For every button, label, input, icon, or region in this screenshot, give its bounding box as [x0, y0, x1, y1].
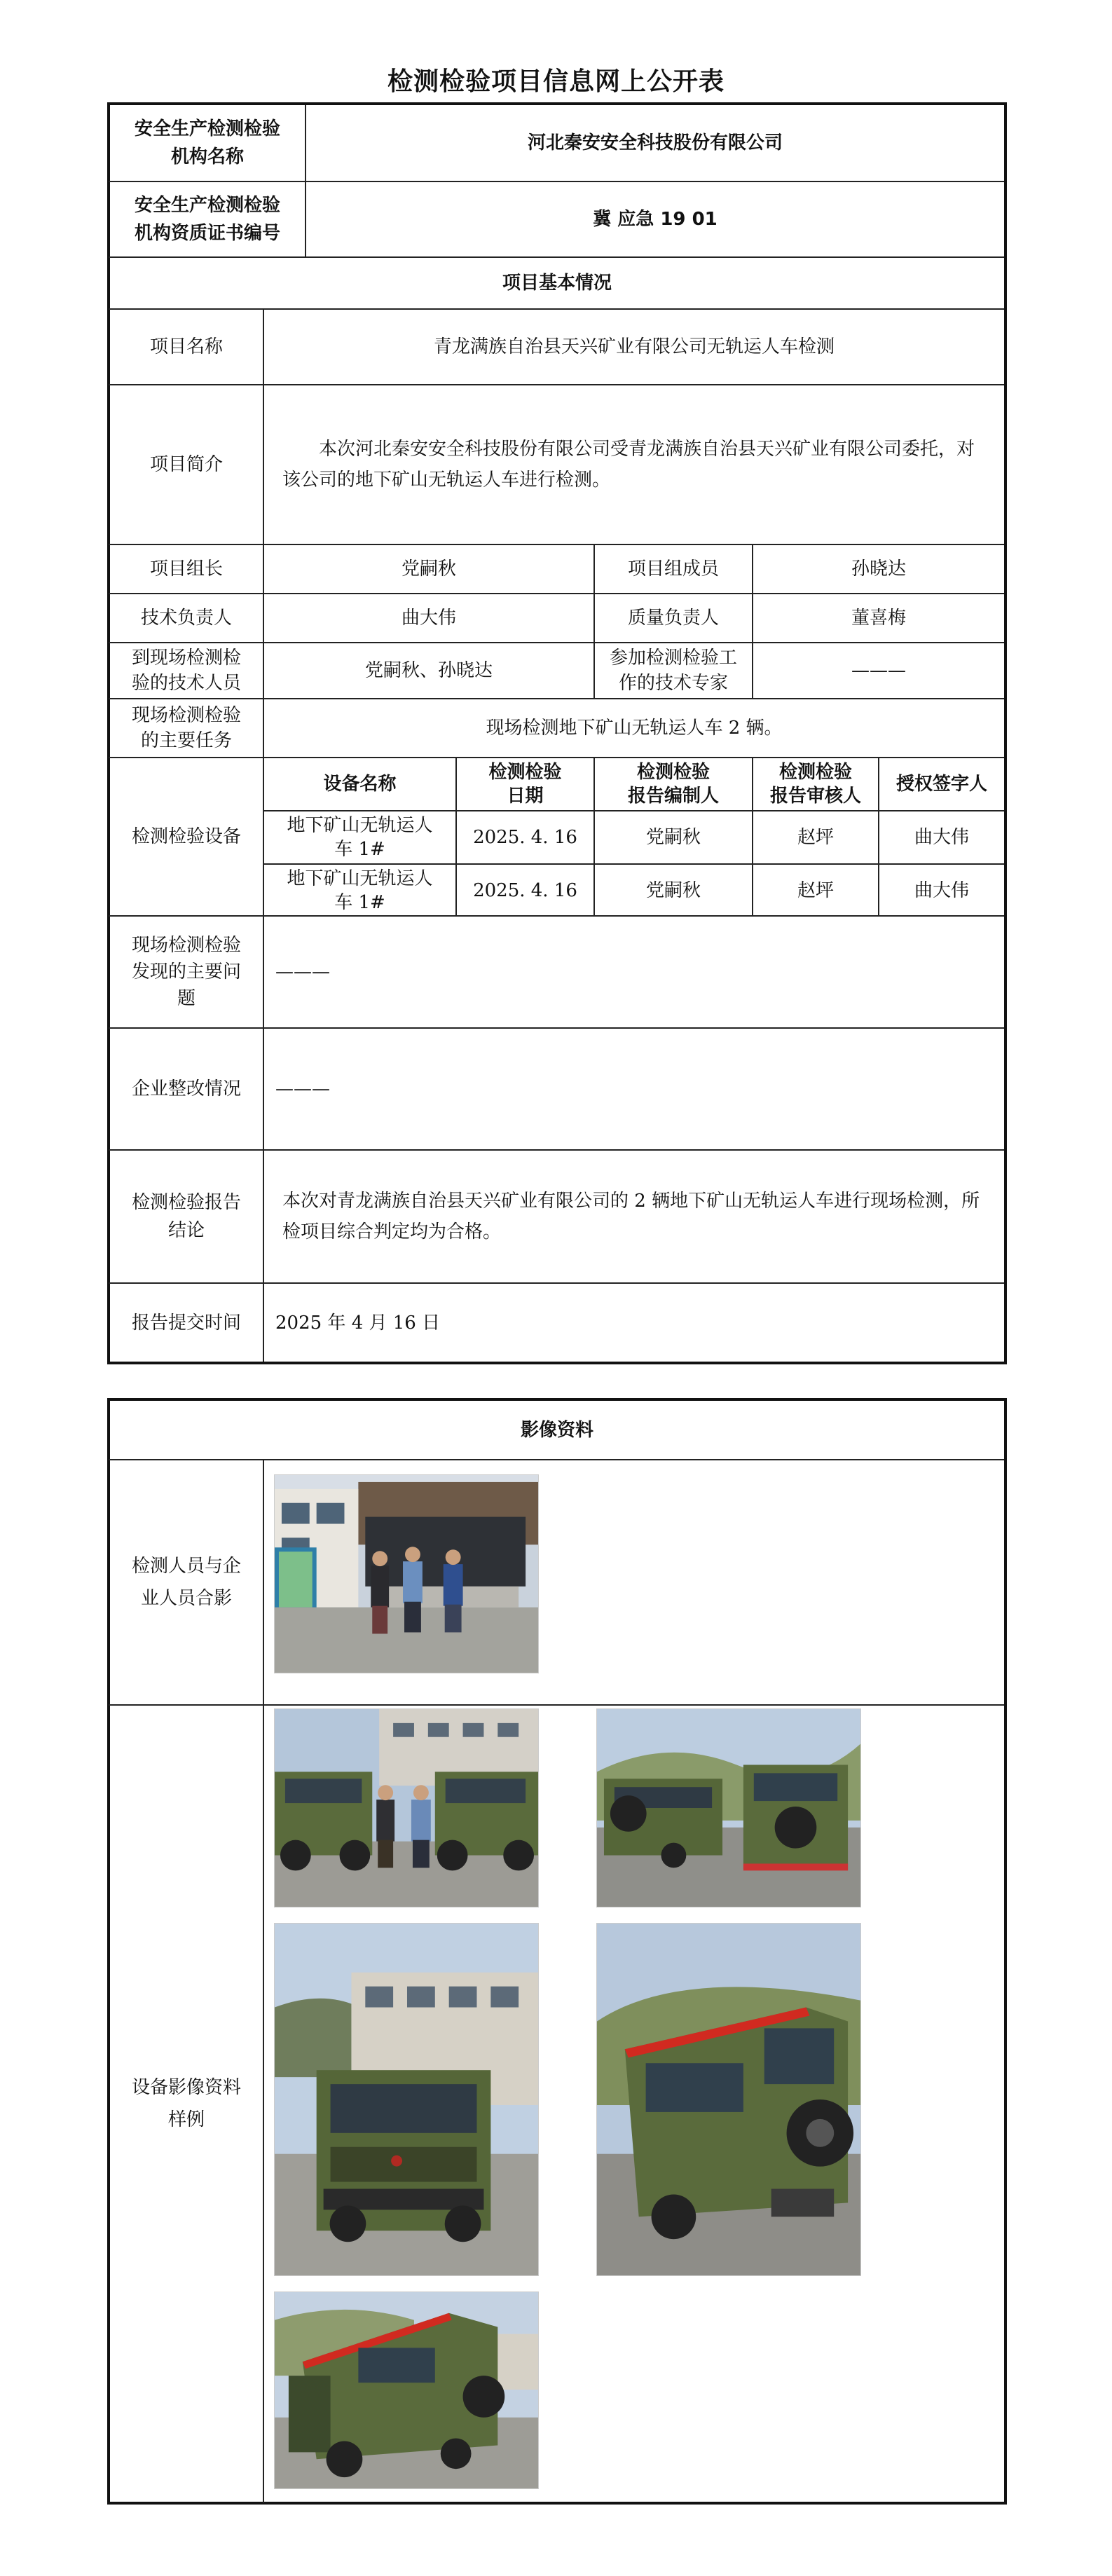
task-value: 现场检测地下矿山无轨运人车 2 辆。 — [486, 718, 783, 739]
findings-label: 现场检测检验 发现的主要问 题 — [131, 935, 241, 1009]
rectify-label: 企业整改情况 — [131, 1078, 241, 1099]
onsite-value: 党嗣秋、孙晓达 — [364, 660, 493, 681]
section-images-header: 影像资料 — [520, 1419, 593, 1441]
equipment-header-3: 检测检验 报告审核人 — [769, 762, 861, 807]
equipment-row-1-signer: 曲大伟 — [914, 880, 969, 901]
findings-value: ——— — [275, 961, 330, 982]
submit-label: 报告提交时间 — [131, 1312, 241, 1334]
conclusion-label: 检测检验报告 结论 — [131, 1192, 241, 1241]
equipment-row-1-reviewer: 赵坪 — [797, 880, 834, 901]
page-title: 检测检验项目信息网上公开表 — [387, 67, 725, 96]
vehicle-photo-2 — [596, 1708, 861, 1907]
quality-label: 质量负责人 — [627, 608, 719, 629]
equipment-header-4: 授权签字人 — [895, 774, 987, 795]
vehicle-photo-5 — [274, 2291, 539, 2489]
onsite-label: 到现场检测检 验的技术人员 — [131, 648, 241, 694]
task-label: 现场检测检验 的主要任务 — [131, 705, 241, 751]
quality-value: 董喜梅 — [851, 608, 906, 629]
equipment-header-0: 设备名称 — [323, 774, 397, 795]
vehicle-photo-3 — [274, 1923, 539, 2276]
leader-label: 项目组长 — [149, 559, 223, 580]
org-name-label: 安全生产检测检验 机构名称 — [134, 118, 280, 167]
equipment-row-0-reviewer: 赵坪 — [797, 827, 834, 848]
member-label: 项目组成员 — [627, 559, 719, 580]
equipment-row-0-author: 党嗣秋 — [645, 827, 701, 848]
equipment-header-1: 检测检验 日期 — [488, 762, 562, 807]
equipment-row-1-name: 地下矿山无轨运人 车 1# — [287, 868, 433, 913]
member-value: 孙晓达 — [851, 559, 906, 580]
equipment-photo-label: 设备影像资料 样例 — [131, 2077, 241, 2130]
project-intro-value: 本次河北秦安安全科技股份有限公司受青龙满族自治县天兴矿业有限公司委托，对该公司的地下矿山无轨运人车进行检测。 — [282, 439, 975, 491]
vehicle-photo-1 — [274, 1708, 539, 1907]
submit-value: 2025 年 4 月 16 日 — [275, 1312, 441, 1334]
org-name-value: 河北秦安安全科技股份有限公司 — [527, 132, 783, 153]
vehicle-photo-4 — [596, 1923, 861, 2276]
equipment-row-0-date: 2025. 4. 16 — [473, 827, 577, 848]
leader-value: 党嗣秋 — [401, 559, 456, 580]
group-photo-label: 检测人员与企 业人员合影 — [131, 1556, 241, 1609]
conclusion-value: 本次对青龙满族自治县天兴矿业有限公司的 2 辆地下矿山无轨运人车进行现场检测，所检项目综合判定均为合格。 — [282, 1191, 980, 1242]
section-basic-header: 项目基本情况 — [502, 273, 612, 294]
project-name-value: 青龙满族自治县天兴矿业有限公司无轨运人车检测 — [433, 336, 835, 357]
rectify-value: ——— — [275, 1078, 330, 1099]
group-photo — [274, 1474, 539, 1673]
project-name-label: 项目名称 — [149, 336, 223, 357]
equipment-row-0-name: 地下矿山无轨运人 车 1# — [287, 815, 433, 860]
org-cert-value: 冀 应急 19 01 — [593, 209, 718, 230]
project-intro-label: 项目简介 — [149, 454, 223, 475]
org-cert-label: 安全生产检测检验 机构资质证书编号 — [134, 195, 280, 244]
equipment-row-1-date: 2025. 4. 16 — [473, 880, 577, 901]
equipment-label: 检测检验设备 — [131, 826, 241, 847]
expert-label: 参加检测检验工 作的技术专家 — [609, 648, 737, 694]
tech-value: 曲大伟 — [401, 608, 456, 629]
tech-label: 技术负责人 — [140, 608, 232, 629]
equipment-row-1-author: 党嗣秋 — [645, 880, 701, 901]
equipment-row-0-signer: 曲大伟 — [914, 827, 969, 848]
expert-value: ——— — [851, 660, 906, 681]
equipment-header-2: 检测检验 报告编制人 — [627, 762, 719, 807]
